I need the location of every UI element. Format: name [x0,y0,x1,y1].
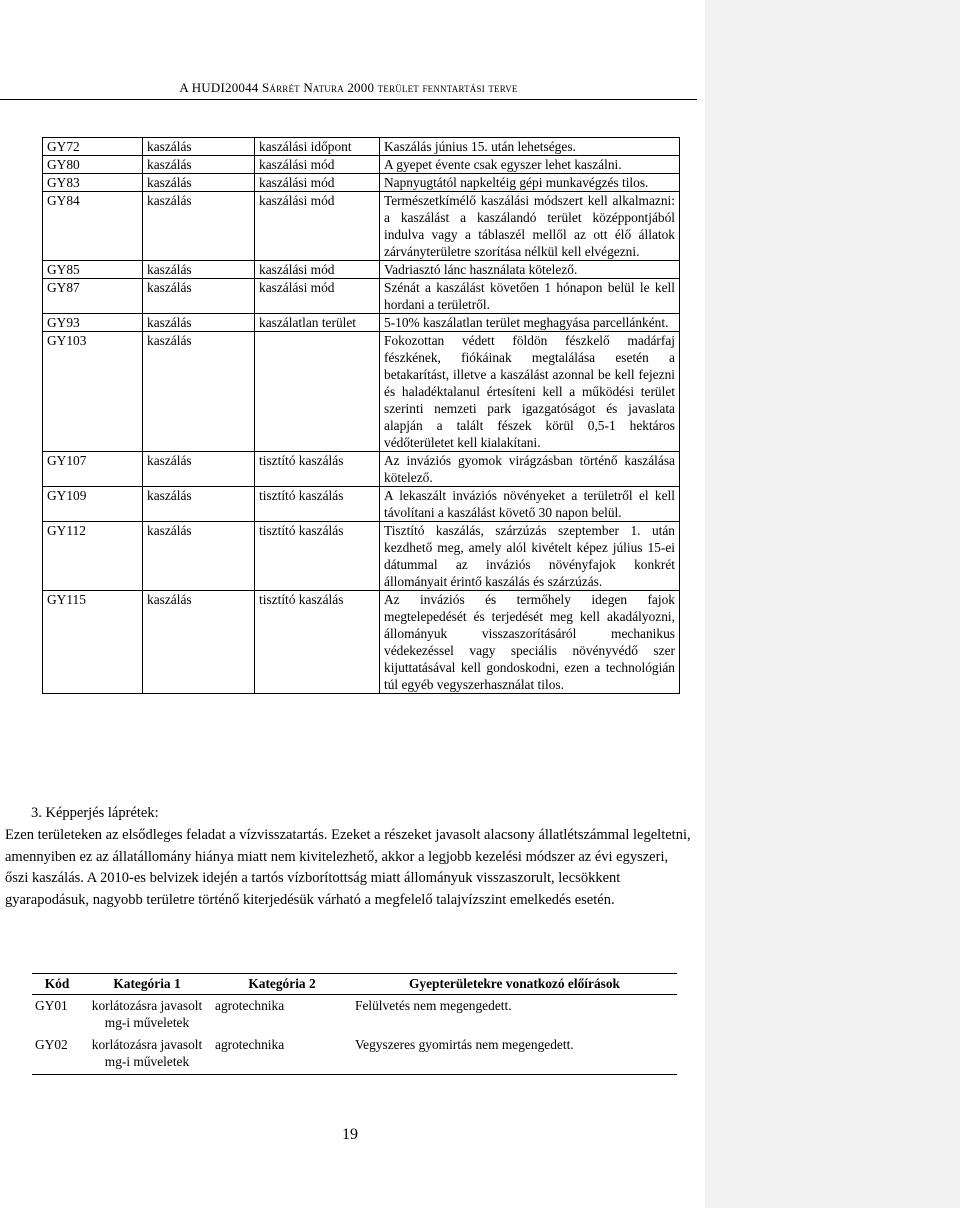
table-header-row [32,974,677,995]
category2-cell: kaszálási mód [255,192,380,261]
table-row [43,522,680,591]
category2-cell: kaszálási mód [255,156,380,174]
category1-cell: korlátozásra javasolt mg-i műveletek [82,1034,212,1075]
category1-cell: kaszálás [143,138,255,156]
category2-cell: agrotechnika [212,1034,352,1075]
code-cell: GY84 [43,192,143,261]
section-heading: 3. Képperjés láprétek: [31,805,159,821]
category1-cell: kaszálás [143,452,255,487]
category1-cell: kaszálás [143,314,255,332]
code-cell: GY80 [43,156,143,174]
description-cell: Vegyszeres gyomirtás nem megengedett. [352,1034,677,1075]
category2-cell: tisztító kaszálás [255,591,380,694]
description-cell: Napnyugtától napkeltéig gépi munkavégzés tilos. [380,174,680,192]
category2-cell: kaszálási mód [255,261,380,279]
category2-cell [255,332,380,452]
code-cell: GY93 [43,314,143,332]
code-cell: GY83 [43,174,143,192]
description-cell: Szénát a kaszálást követően 1 hónapon belül le kell hordani a területről. [380,279,680,314]
category2-cell: tisztító kaszálás [255,487,380,522]
code-cell: GY112 [43,522,143,591]
category2-cell: kaszálatlan terület [255,314,380,332]
page-header: A HUDI20044 Sárrét Natura 2000 terület fenntartási terve [0,80,697,100]
table-row [43,452,680,487]
description-cell: A lekaszált inváziós növényeket a területről el kell távolítani a kaszálást követő 30 napon belül. [380,487,680,522]
grassland-rules-table [32,973,677,1075]
section-paragraph: Ezen területeken az elsődleges feladat a vízvisszatartás. Ezeket a részeket javasolt alacsony állatlétszámmal legeltetni, amennyiben ez az állatállomány hiánya miatt nem kivitelezhető, akkor a legjobb kezelési módszer az évi egyszeri, őszi kaszálás. A 2010-es belvizek idején a tartós vízborítottság miatt állományuk visszaszorult, lecsökkent gyarapodásuk, nagyobb területre történő kiterjedésük várható a megfelelő talajvízszint emelkedés esetén. [5,827,691,908]
category2-cell: kaszálási mód [255,279,380,314]
code-cell: GY109 [43,487,143,522]
header-rules: Gyepterületekre vonatkozó előírások [352,974,677,995]
code-cell: GY72 [43,138,143,156]
description-cell: Természetkímélő kaszálási módszert kell alkalmazni: a kaszálást a kaszálandó terület középpontjából indulva vagy a táblaszél mellől az ott élő állatok zárványterületre szorítása nélkül kell elvégezni. [380,192,680,261]
category2-cell: kaszálási mód [255,174,380,192]
description-cell: Az inváziós és termőhely idegen fajok megtelepedését és terjedését meg kell akadályozni, állományuk visszaszorításáról mechanikus védekezéssel vagy speciális növényvédő szer kijuttatásával kell gondoskodni, ezen a technológián túl egyéb vegyszerhasználat tilos. [380,591,680,694]
code-cell: GY85 [43,261,143,279]
table-row [43,279,680,314]
management-table-mowing [42,137,680,694]
description-cell: Vadriasztó lánc használata kötelező. [380,261,680,279]
category1-cell: kaszálás [143,156,255,174]
page-number: 19 [342,1126,358,1143]
category2-cell: kaszálási időpont [255,138,380,156]
category1-cell: kaszálás [143,332,255,452]
code-cell: GY02 [32,1034,82,1075]
table-row [43,591,680,694]
category1-cell: kaszálás [143,192,255,261]
code-cell: GY01 [35,997,68,1013]
table-row [43,261,680,279]
code-cell: GY115 [43,591,143,694]
header-category1: Kategória 1 [82,974,212,995]
category1-cell: korlátozásra javasolt mg-i műveletek [91,997,203,1030]
category1-cell: kaszálás [143,487,255,522]
category1-cell: kaszálás [143,174,255,192]
category2-cell: tisztító kaszálás [255,522,380,591]
category1-cell: kaszálás [143,522,255,591]
code-cell: GY87 [43,279,143,314]
description-cell: Fokozottan védett földön fészkelő madárfaj fészkének, fiókáinak megtalálása esetén a betakarítást, illetve a kaszálást azonnal be kell fejezni és haladéktalanul értesíteni kell a működési terület szerinti nemzeti park igazgatóságot és javaslata alapján a talált fészek körül 0,5-1 hektáros védőterületet kell kialakítani. [380,332,680,452]
description-cell: 5-10% kaszálatlan terület meghagyása parcellánként. [380,314,680,332]
table-row [43,156,680,174]
table-row [43,174,680,192]
table-row [43,138,680,156]
table-row [43,332,680,452]
table-row [43,314,680,332]
table-row [32,1034,677,1075]
category1-cell: kaszálás [143,261,255,279]
table-row [32,994,677,1034]
comment-margin [705,0,960,1208]
description-cell: A gyepet évente csak egyszer lehet kaszálni. [380,156,680,174]
category2-cell: agrotechnika [215,997,285,1013]
description-cell: Kaszálás június 15. után lehetséges. [380,138,680,156]
table-row [43,487,680,522]
header-category2: Kategória 2 [212,974,352,995]
description-cell: Felülvetés nem megengedett. [355,997,512,1013]
category1-cell: kaszálás [143,279,255,314]
code-cell: GY103 [43,332,143,452]
description-cell: Az inváziós gyomok virágzásban történő kaszálása kötelező. [380,452,680,487]
category1-cell: kaszálás [143,591,255,694]
description-cell: Tisztító kaszálás, szárzúzás szeptember 1. után kezdhető meg, amely alól kivételt képez július 15-ei dátummal az inváziós növényfajok konkrét állományait érintő kaszálás és szárzúzás. [380,522,680,591]
table-row [43,192,680,261]
header-code: Kód [32,974,82,995]
category2-cell: tisztító kaszálás [255,452,380,487]
code-cell: GY107 [43,452,143,487]
